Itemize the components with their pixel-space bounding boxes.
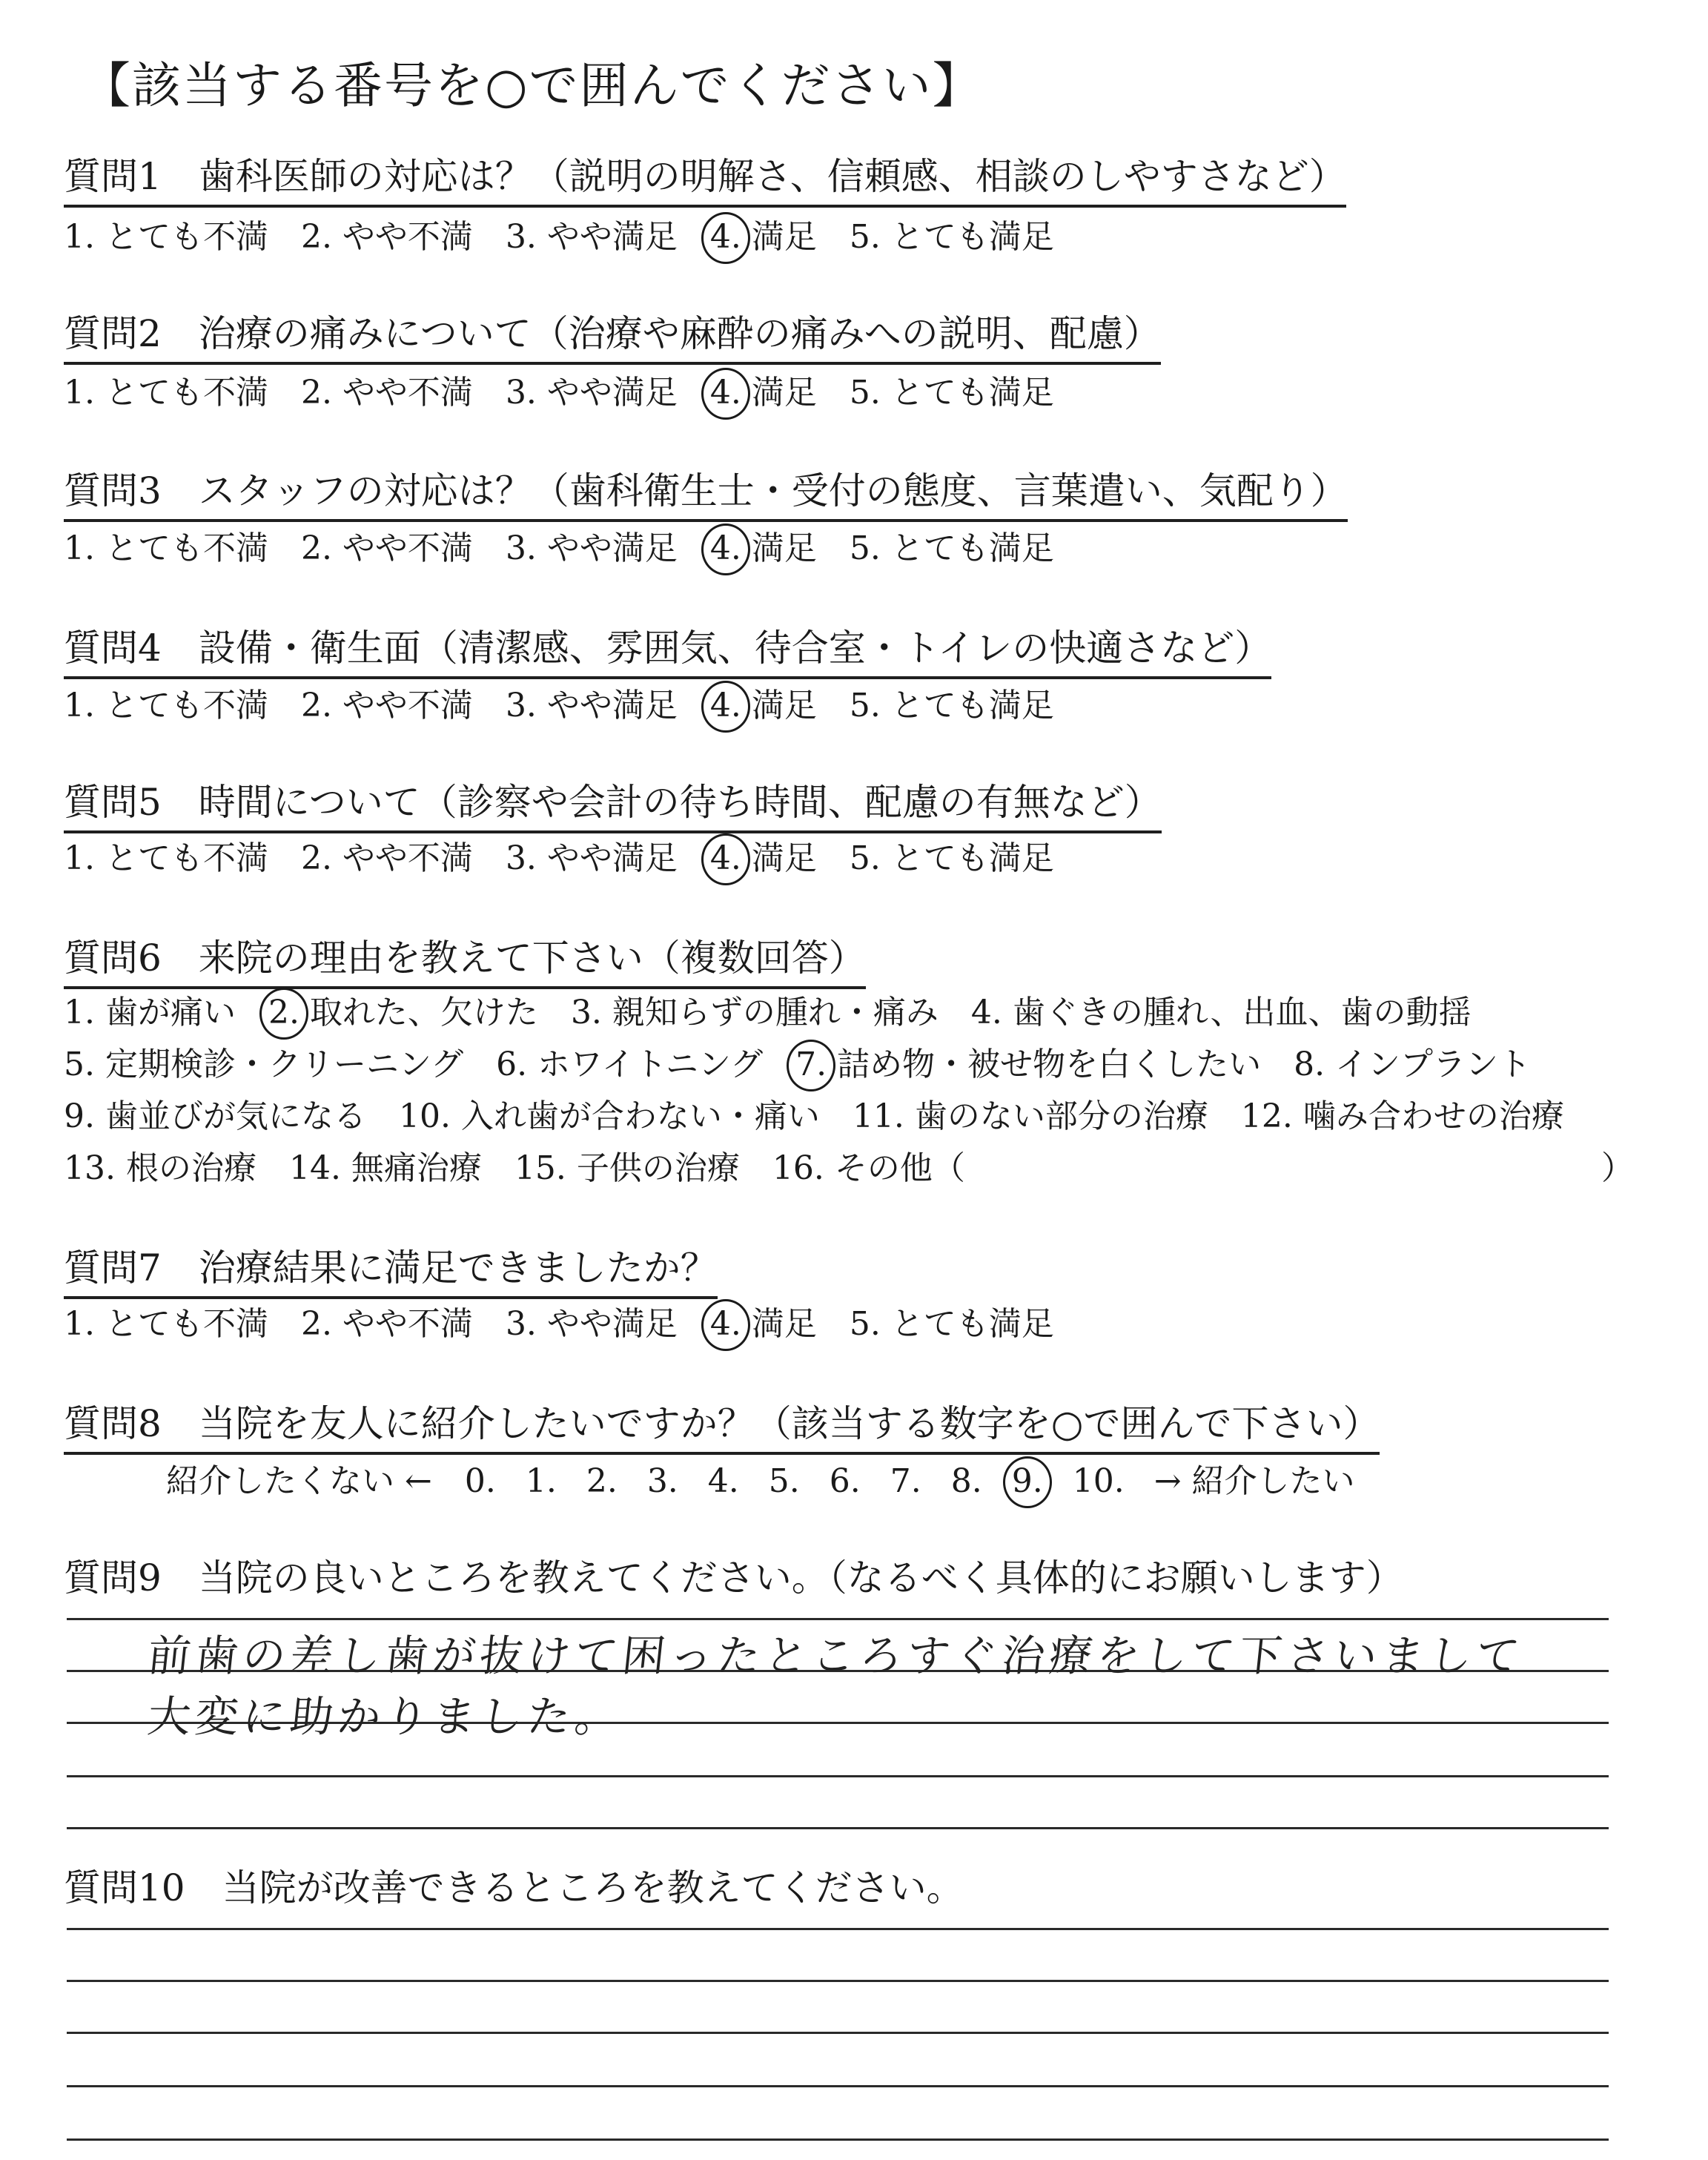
- answer-line: [67, 1980, 1609, 1982]
- option[interactable]: 2. やや不満: [300, 839, 473, 877]
- option[interactable]: 1. とても不満: [64, 218, 268, 256]
- question-7-label: 質問7 治療結果に満足できましたか？: [64, 1246, 718, 1299]
- option[interactable]: 13. 根の治療: [64, 1149, 256, 1187]
- option[interactable]: 1. 歯が痛い: [64, 994, 236, 1031]
- question-8-scale: [166, 1461, 1355, 1502]
- option[interactable]: 5. 定期検診・クリーニング: [64, 1046, 464, 1083]
- scale-value[interactable]: 7.: [890, 1462, 921, 1500]
- option-circled[interactable]: 4. 満足: [710, 838, 817, 879]
- page-title: 【該当する番号を○で囲んでください】: [82, 57, 983, 114]
- option[interactable]: 6. ホワイトニング: [496, 1046, 764, 1083]
- scale-value[interactable]: 3.: [646, 1462, 678, 1500]
- scale-value[interactable]: 4.: [707, 1462, 739, 1500]
- option[interactable]: 1. とても不満: [64, 1305, 268, 1343]
- option[interactable]: 1. とても不満: [64, 529, 268, 567]
- option[interactable]: 1. とても不満: [64, 374, 268, 412]
- question-9-label: 質問9 当院の良いところを教えてください。（なるべく具体的にお願いします）: [64, 1556, 1403, 1599]
- option[interactable]: 16. その他（: [772, 1149, 965, 1187]
- scale-value[interactable]: 10.: [1072, 1462, 1125, 1500]
- option[interactable]: 2. やや不満: [300, 374, 473, 412]
- question-6-label: 質問6 来院の理由を教えて下さい（複数回答）: [64, 936, 866, 989]
- question-1-options: [64, 217, 1054, 258]
- answer-line: [67, 1928, 1609, 1930]
- answer-line: [67, 1618, 1609, 1620]
- option[interactable]: 4. 歯ぐきの腫れ、出血、歯の動揺: [970, 994, 1472, 1031]
- question-4-label: 質問4 設備・衛生面（清潔感、雰囲気、待合室・トイレの快適さなど）: [64, 626, 1271, 679]
- option-circled[interactable]: 7. 詰め物・被せ物を白くしたい: [795, 1044, 1261, 1086]
- question-2-label: 質問2 治療の痛みについて（治療や麻酔の痛みへの説明、配慮）: [64, 311, 1161, 365]
- option[interactable]: 5. とても満足: [849, 218, 1054, 256]
- option[interactable]: 2. やや不満: [300, 218, 473, 256]
- question-3-options: [64, 528, 1054, 569]
- option-circled[interactable]: 4. 満足: [710, 217, 817, 258]
- scale-value[interactable]: 5.: [768, 1462, 800, 1500]
- question-5-options: [64, 838, 1054, 879]
- question-6-row-4: [64, 1148, 965, 1189]
- scale-value[interactable]: 1.: [525, 1462, 557, 1500]
- option[interactable]: 5. とても満足: [849, 529, 1054, 567]
- option-circled[interactable]: 2. 取れた、欠けた: [268, 992, 538, 1034]
- answer-line: [67, 2032, 1609, 2034]
- option[interactable]: 14. 無痛治療: [288, 1149, 482, 1187]
- option[interactable]: 10. 入れ歯が合わない・痛い: [398, 1097, 820, 1135]
- option[interactable]: 3. やや満足: [505, 529, 678, 567]
- question-6-row-3: [64, 1096, 1564, 1137]
- option[interactable]: 12. 噛み合わせの治療: [1240, 1097, 1564, 1135]
- answer-line: [67, 1775, 1609, 1777]
- option[interactable]: 3. やや満足: [505, 839, 678, 877]
- question-6-row-2: [64, 1044, 1531, 1086]
- option[interactable]: 3. やや満足: [505, 1305, 678, 1343]
- question-10-label: 質問10 当院が改善できるところを教えてください。: [64, 1866, 964, 1909]
- scale-value[interactable]: 8.: [950, 1462, 982, 1500]
- question-6-row-1: [64, 992, 1472, 1034]
- scale-value[interactable]: 2.: [586, 1462, 618, 1500]
- question-7-options: [64, 1304, 1054, 1345]
- option-circled[interactable]: 4. 満足: [710, 372, 817, 414]
- option[interactable]: 3. 親知らずの腫れ・痛み: [570, 994, 939, 1031]
- question-1-label: 質問1 歯科医師の対応は？（説明の明解さ、信頼感、相談のしやすさなど）: [64, 154, 1346, 208]
- option[interactable]: 2. やや不満: [300, 1305, 473, 1343]
- option[interactable]: 2. やや不満: [300, 529, 473, 567]
- option-circled[interactable]: 4. 満足: [710, 528, 817, 569]
- question-6-other-close: ）: [1601, 1149, 1634, 1187]
- option[interactable]: 5. とても満足: [849, 1305, 1054, 1343]
- handwritten-answer-line-1: 前歯の差し歯が抜けて困ったところすぐ治療をして下さいまして: [145, 1631, 1527, 1681]
- option[interactable]: 3. やや満足: [505, 218, 678, 256]
- question-4-options: [64, 685, 1054, 727]
- scale-right-label: → 紹介したい: [1153, 1462, 1355, 1500]
- question-8-label: 質問8 当院を友人に紹介したいですか？（該当する数字を○で囲んで下さい）: [64, 1401, 1380, 1455]
- scale-left-label: 紹介したくない ←: [166, 1462, 432, 1500]
- option[interactable]: 1. とても不満: [64, 839, 268, 877]
- scale-numbers: [465, 1462, 1154, 1500]
- option-circled[interactable]: 4. 満足: [710, 685, 817, 727]
- question-5-label: 質問5 時間について（診察や会計の待ち時間、配慮の有無など）: [64, 780, 1162, 833]
- option[interactable]: 9. 歯並びが気になる: [64, 1097, 366, 1135]
- option[interactable]: 11. 歯のない部分の治療: [852, 1097, 1208, 1135]
- answer-line: [67, 1827, 1609, 1829]
- scale-value[interactable]: 0.: [464, 1462, 496, 1500]
- scale-value[interactable]: 9.: [1012, 1461, 1043, 1502]
- option[interactable]: 5. とても満足: [849, 687, 1054, 724]
- question-3-label: 質問3 スタッフの対応は？（歯科衛生士・受付の態度、言葉遣い、気配り）: [64, 469, 1348, 522]
- option[interactable]: 5. とても満足: [849, 839, 1054, 877]
- answer-line: [67, 2085, 1609, 2087]
- option-circled[interactable]: 4. 満足: [710, 1304, 817, 1345]
- option[interactable]: 3. やや満足: [505, 687, 678, 724]
- option[interactable]: 1. とても不満: [64, 687, 268, 724]
- option[interactable]: 2. やや不満: [300, 687, 473, 724]
- option[interactable]: 15. 子供の治療: [514, 1149, 740, 1187]
- option[interactable]: 5. とても満足: [849, 374, 1054, 412]
- question-2-options: [64, 372, 1054, 414]
- option[interactable]: 3. やや満足: [505, 374, 678, 412]
- handwritten-answer-line-2: 大変に助かりました。: [145, 1691, 626, 1742]
- option[interactable]: 8. インプラント: [1294, 1046, 1532, 1083]
- answer-line: [67, 2138, 1609, 2141]
- scale-value[interactable]: 6.: [829, 1462, 861, 1500]
